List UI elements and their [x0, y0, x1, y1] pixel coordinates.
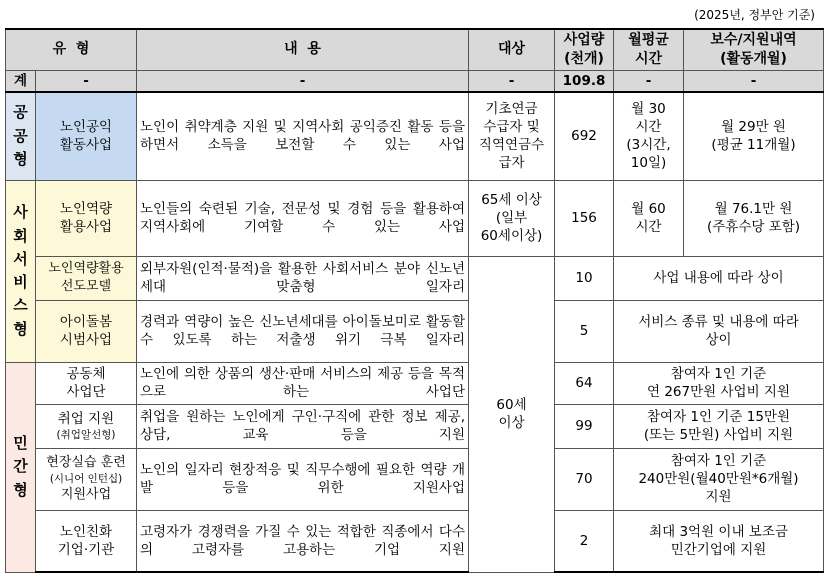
program-name: 노인역량활용 선도모델	[36, 256, 137, 300]
program-pay: 최대 3억원 이내 보조금 민간기업에 지원	[614, 510, 824, 572]
program-volume: 156	[555, 180, 614, 256]
program-target: 기초연금 수급자 및 직역연금수 급자	[469, 92, 555, 180]
program-name	[36, 404, 137, 448]
program-volume: 70	[555, 448, 614, 510]
table-note: (2025년, 정부안 기준)	[694, 8, 815, 22]
program-volume: 5	[555, 300, 614, 362]
program-hours: 월 60 시간	[614, 180, 684, 256]
table-row	[6, 300, 824, 362]
program-name-sub: (취업알선형)	[56, 429, 116, 442]
program-content: 경력과 역량이 높은 신노년세대를 아이돌보미로 활동할 수 있도록 하는 저출생 위기 극복 일자리	[137, 300, 469, 362]
program-pay: 월 29만 원 (평균 11개월)	[684, 92, 824, 180]
program-table	[5, 28, 824, 573]
category-private: 민 간 형	[6, 362, 36, 572]
total-label: 계	[6, 70, 36, 92]
program-target: 65세 이상 (일부 60세이상)	[469, 180, 555, 256]
total-target: -	[469, 70, 555, 92]
program-volume: 10	[555, 256, 614, 300]
total-content: -	[137, 70, 469, 92]
program-name: 노인공익 활동사업	[36, 92, 137, 180]
table-row	[6, 92, 824, 180]
program-content: 노인이 취약계층 지원 및 지역사회 공익증진 활동 등을 하면서 소득을 보전할 수 있는 사업	[137, 92, 469, 180]
program-pay: 참여자 1인 기준 연 267만원 사업비 지원	[614, 362, 824, 404]
program-volume: 2	[555, 510, 614, 572]
header-pay: 보수/지원내역 (활동개월)	[684, 29, 824, 70]
program-content: 외부자원(인적·물적)을 활용한 사회서비스 분야 신노년세대 맞춤형 일자리	[137, 256, 469, 300]
header-row	[6, 29, 824, 70]
program-name: 노인친화 기업·기관	[36, 510, 137, 572]
merged-target: 60세 이상	[469, 256, 555, 572]
program-content: 고령자가 경쟁력을 가질 수 있는 적합한 직종에서 다수의 고령자를 고용하는 기업 지원	[137, 510, 469, 572]
header-hours: 월평균 시간	[614, 29, 684, 70]
table-row	[6, 404, 824, 448]
total-volume: 109.8	[555, 70, 614, 92]
program-name-main: 취업 지원	[57, 410, 115, 427]
program-name: 아이돌봄 시범사업	[36, 300, 137, 362]
category-social: 사 회 서 비 스 형	[6, 180, 36, 362]
total-pay: -	[684, 70, 824, 92]
program-content: 노인들의 숙련된 기술, 전문성 및 경험 등을 활용하여 지역사회에 기여할 수 있는 사업	[137, 180, 469, 256]
program-content: 노인의 일자리 현장적응 및 직무수행에 필요한 역량 개발 등을 위한 지원사업	[137, 448, 469, 510]
program-volume: 64	[555, 362, 614, 404]
table-row	[6, 256, 824, 300]
program-pay: 참여자 1인 기준 240만원(월40만원*6개월) 지원	[614, 448, 824, 510]
total-row	[6, 70, 824, 92]
program-hours: 월 30 시간 (3시간, 10일)	[614, 92, 684, 180]
program-name: 공동체 사업단	[36, 362, 137, 404]
header-target: 대상	[469, 29, 555, 70]
program-content: 노인에 의한 상품의 생산·판매 서비스의 제공 등을 목적으로 하는 사업단	[137, 362, 469, 404]
header-type: 유 형	[6, 29, 137, 70]
total-type-sub: -	[36, 70, 137, 92]
program-pay: 사업 내용에 따라 상이	[614, 256, 824, 300]
program-name	[36, 448, 137, 510]
program-volume: 99	[555, 404, 614, 448]
program-name: 노인역량 활용사업	[36, 180, 137, 256]
program-pay: 월 76.1만 원 (주휴수당 포함)	[684, 180, 824, 256]
program-name-main: 현장실습 훈련	[46, 455, 126, 471]
table-row	[6, 362, 824, 404]
program-content: 취업을 원하는 노인에게 구인·구직에 관한 정보 제공, 상담, 교육 등을 지원	[137, 404, 469, 448]
table-row	[6, 510, 824, 572]
program-name-sub: (시니어 인턴십)	[49, 472, 123, 485]
category-public: 공 공 형	[6, 92, 36, 180]
program-volume: 692	[555, 92, 614, 180]
table-row	[6, 448, 824, 510]
header-content: 내 용	[137, 29, 469, 70]
total-hours: -	[614, 70, 684, 92]
program-pay: 참여자 1인 기준 15만원 (또는 5만원) 사업비 지원	[614, 404, 824, 448]
program-pay: 서비스 종류 및 내용에 따라 상이	[614, 300, 824, 362]
program-name-end: 지원사업	[60, 487, 112, 503]
table-row	[6, 180, 824, 256]
header-volume: 사업량 (천개)	[555, 29, 614, 70]
